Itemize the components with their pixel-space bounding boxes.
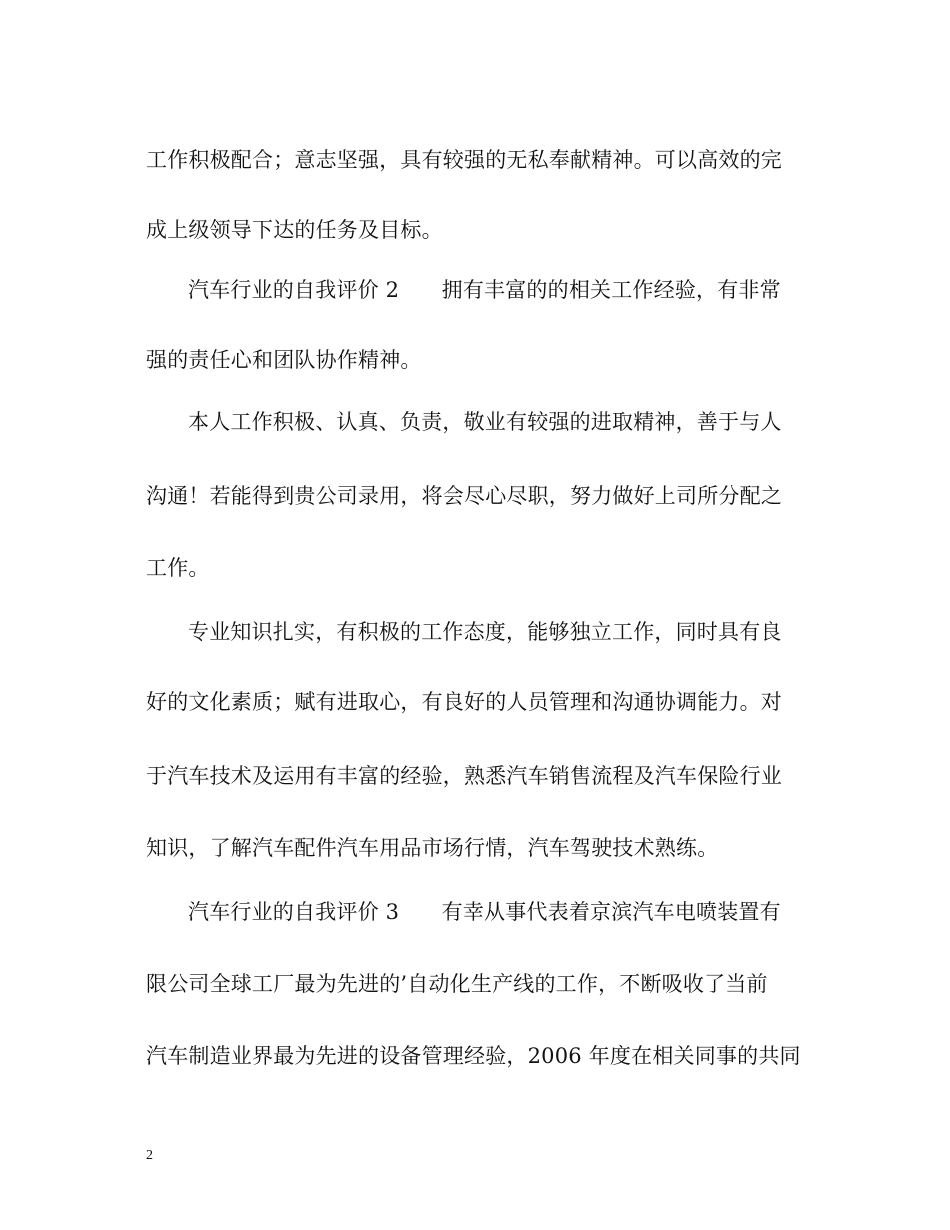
section-heading-line: 汽车行业的自我评价 2 拥有丰富的的相关工作经验，有非常 bbox=[188, 278, 781, 302]
page-number: 2 bbox=[146, 1148, 153, 1163]
text-line: 工作。 bbox=[146, 556, 210, 580]
text-line: 强的责任心和团队协作精神。 bbox=[146, 348, 422, 372]
text-line: 好的文化素质；赋有进取心，有良好的人员管理和沟通协调能力。对 bbox=[146, 690, 782, 714]
text-line: 知识，了解汽车配件汽车用品市场行情，汽车驾驶技术熟练。 bbox=[146, 836, 719, 860]
text-line: 工作积极配合；意志坚强，具有较强的无私奉献精神。可以高效的完 bbox=[146, 148, 782, 172]
text-line: 于汽车技术及运用有丰富的经验，熟悉汽车销售流程及汽车保险行业 bbox=[146, 764, 782, 788]
text-line: 限公司全球工厂最为先进的’自动化生产线的工作，不断吸收了当前 bbox=[146, 972, 768, 996]
text-line: 沟通！若能得到贵公司录用，将会尽心尽职，努力做好上司所分配之 bbox=[146, 484, 782, 508]
text-line: 成上级领导下达的任务及目标。 bbox=[146, 218, 443, 242]
paragraph-start-line: 专业知识扎实，有积极的工作态度，能够独立工作，同时具有良 bbox=[188, 620, 782, 644]
section-heading-line: 汽车行业的自我评价 3 有幸从事代表着京滨汽车电喷装置有 bbox=[188, 900, 781, 924]
text-line: 汽车制造业界最为先进的设备管理经验，2006 年度在相关同事的共同 bbox=[146, 1044, 801, 1068]
paragraph-start-line: 本人工作积极、认真、负责，敬业有较强的进取精神，善于与人 bbox=[188, 410, 782, 434]
